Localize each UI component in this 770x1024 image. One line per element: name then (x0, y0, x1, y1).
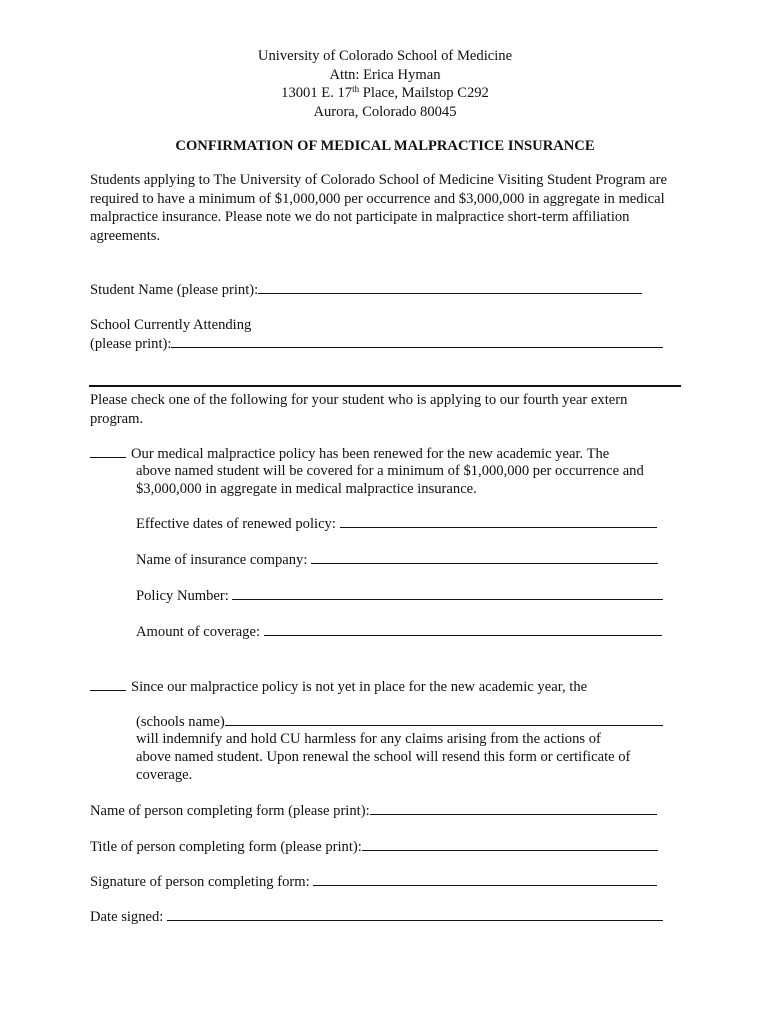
effective-dates-row (136, 514, 657, 533)
policy-number-row (136, 586, 663, 605)
insurance-company-row (136, 550, 658, 569)
school-label-line-2: (please print): (90, 336, 172, 352)
option-1-text-1: Our medical malpractice policy has been renewed for the new academic year. The (131, 446, 610, 462)
completer-title-label: Title of person completing form (please print): (90, 839, 362, 855)
policy-number-label: Policy Number: (136, 588, 229, 604)
schools-name-label: (schools name) (136, 714, 225, 730)
student-name-row (90, 280, 642, 299)
amount-coverage-field[interactable] (264, 622, 662, 636)
date-signed-label: Date signed: (90, 909, 164, 925)
school-field[interactable] (171, 334, 663, 348)
check-instruction: Please check one of the following for your student who is applying to our fourth year extern program. (90, 392, 628, 427)
option-1-text-3: $3,000,000 in aggregate in medical malpractice insurance. (136, 481, 477, 497)
insurance-company-label: Name of insurance company: (136, 552, 308, 568)
option-1-text-2: above named student will be covered for a minimum of $1,000,000 per occurrence and (136, 463, 644, 479)
address-line-4: Aurora, Colorado 80045 (313, 103, 457, 120)
policy-number-field[interactable] (232, 586, 663, 600)
effective-dates-field[interactable] (340, 514, 657, 528)
option-2-text-2: will indemnify and hold CU harmless for any claims arising from the actions of (136, 731, 601, 747)
mailing-address (0, 47, 770, 121)
address-line-2: Attn: Erica Hyman (329, 66, 441, 83)
date-signed-row (90, 907, 663, 926)
date-signed-field[interactable] (167, 907, 663, 921)
completer-name-label: Name of person completing form (please print): (90, 803, 370, 819)
address-street-number: 13001 E. 17 (281, 85, 353, 101)
signature-label: Signature of person completing form: (90, 874, 310, 890)
school-row (90, 334, 663, 353)
option-1-checkbox[interactable] (90, 444, 126, 458)
option-2-text-3: above named student. Upon renewal the school will resend this form or certificate of (136, 749, 631, 765)
form-title: CONFIRMATION OF MEDICAL MALPRACTICE INSURANCE (175, 138, 595, 154)
address-line-1: University of Colorado School of Medicine (257, 48, 513, 64)
effective-dates-label: Effective dates of renewed policy: (136, 516, 336, 532)
amount-coverage-row (136, 622, 662, 641)
school-label-line-1: School Currently Attending (90, 317, 252, 333)
schools-name-row (136, 712, 663, 731)
completer-name-field[interactable] (370, 801, 657, 815)
amount-coverage-label: Amount of coverage: (136, 624, 261, 640)
insurance-company-field[interactable] (311, 550, 658, 564)
student-name-label: Student Name (please print): (90, 282, 259, 298)
address-line-3 (0, 84, 770, 103)
option-2-line-1 (90, 677, 587, 696)
intro-paragraph: Students applying to The University of Colorado School of Medicine Visiting Student Program are required to have a minimum of $1,000,000 per occurrence and $3,000,000 in aggregate in medical malpractice insurance. Please note we do not participate in malpractice short-term affiliation agreements. (90, 172, 667, 244)
signature-row (90, 872, 657, 891)
option-1-line-1 (90, 444, 609, 463)
option-2-checkbox[interactable] (90, 677, 126, 691)
address-street-rest: Place, Mailstop C292 (359, 85, 489, 101)
student-name-field[interactable] (258, 280, 642, 294)
schools-name-field[interactable] (225, 712, 663, 726)
signature-field[interactable] (313, 872, 657, 886)
section-divider (89, 385, 681, 387)
ordinal-suffix: th (352, 84, 360, 94)
completer-title-row (90, 837, 658, 856)
completer-title-field[interactable] (362, 837, 658, 851)
option-2-text-1: Since our malpractice policy is not yet in place for the new academic year, the (131, 679, 588, 695)
option-2-text-4: coverage. (136, 767, 193, 783)
completer-name-row (90, 801, 657, 820)
